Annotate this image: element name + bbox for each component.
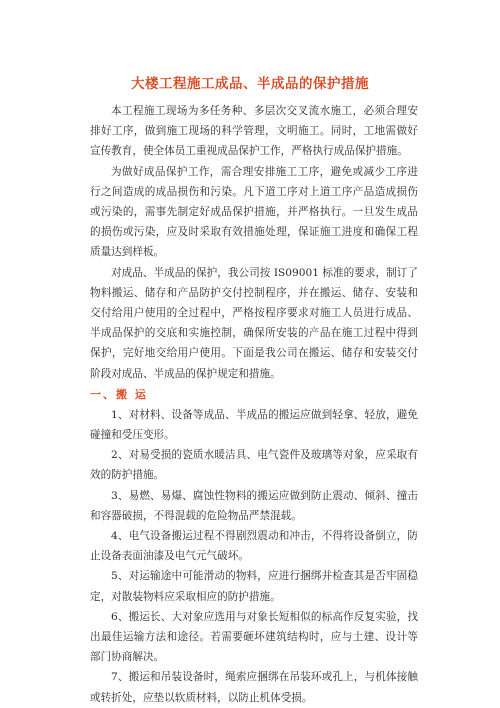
intro-paragraph: 本工程施工现场为多任务种、多层次交叉流水施工，必须合理安排好工序，做到施工现场的科学管理，文明施工。同时，工地需做好宣传教育，使全体员工重视成品保护工作，严格执行成品保护措施。 [90,105,418,158]
list-item: 2、对易受损的瓷质水暖洁具、电气瓷件及玻璃等对象，应采取有效的防护措施。 [90,449,418,482]
section-heading-transport: 一、搬 运 [90,387,148,401]
document-body [90,101,418,708]
list-item: 4、电气设备搬运过程不得剧烈震动和冲击，不得将设备倒立，防止设备表面油漆及电气元气破坏。 [90,530,418,563]
list-item: 6、搬运长、大对象应选用与对象长短相似的标高作反复实验，找出最佳运输方法和途径。若需要砸坏建筑结构时，应与土建、设计等部门协商解决。 [90,610,418,664]
list-item: 3、易燃、易爆、腐蚀性物料的搬运应做到防止震动、倾斜、撞击和容器破损，不得混载的危险物品严禁混载。 [90,489,418,522]
intro-paragraph: 对成品、半成品的保护，我公司按 IS09001 标准的要求，制订了物料搬运、储存和产品防护交付控制程序，并在搬运、储存、安装和交付给用户使用的全过程中，严格按程序要求对施工人员进行成品、半成品保护的交底和实施控制，确保所安装的产品在施工过程中得到保护，完好地交给用户使用。下面是我公司在搬运、储存和安装交付阶段对成品、半成品的保护规定和措施。 [90,266,418,380]
list-item: 5、对运输途中可能滑动的物料，应进行捆绑并检查其是否牢固稳定，对散装物料应采取相应的防护措施。 [90,570,418,603]
list-item: 1、对材料、设备等成品、半成品的搬运应做到轻拿、轻放，避免碰撞和受压变形。 [90,408,418,442]
list-item: 7、搬运和吊装设备时，绳索应捆绑在吊装环或孔上，与机体接触或转折处，应垫以软质材料，以防止机体受损。 [90,671,418,704]
intro-paragraph: 为做好成品保护工作，需合理安排施工工序，避免或减少工序进行之间造成的成品损伤和污染。凡下道工序对上道工序产品造成损伤或污染的，需事先制定好成品保护措施，并严格执行。一旦发生成品的损伤或污染，应及时采取有效措施处理，保证施工进度和确保工程质量达到样板。 [90,165,418,259]
document-title: 大楼工程施工成品、半成品的保护措施 [131,76,369,92]
